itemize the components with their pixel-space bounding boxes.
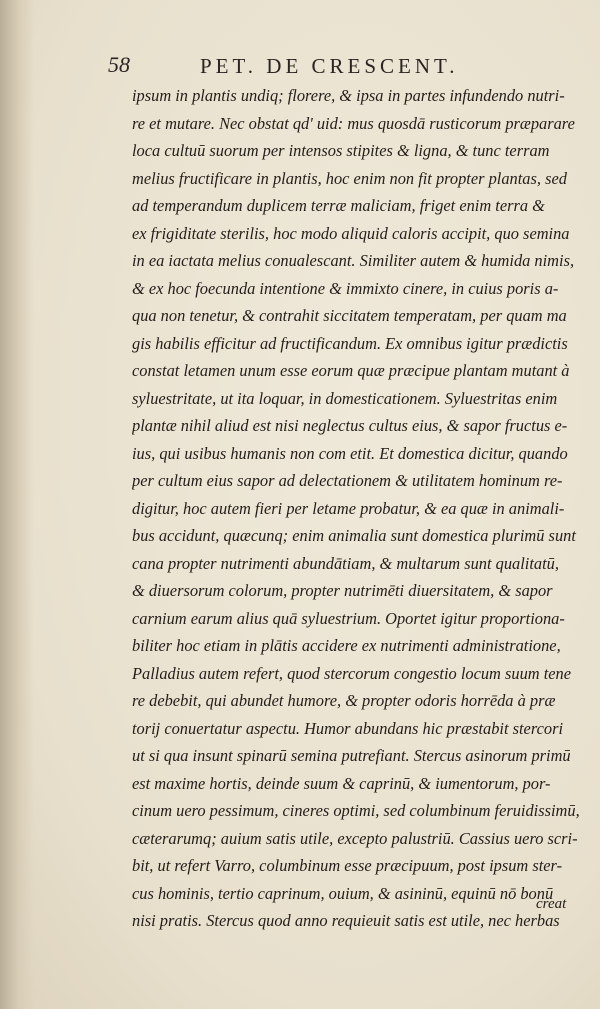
text-line: & ex hoc foecunda intentione & immixto cinere, in cuius poris a-: [132, 278, 559, 298]
body-text: [132, 82, 588, 935]
text-line: cæterarumq; auium satis utile, excepto palustriū. Cassius uero scri-: [132, 828, 578, 848]
page-number: 58: [108, 52, 130, 77]
text-line: torij conuertatur aspectu. Humor abundans hic præstabit stercori: [132, 718, 564, 738]
text-line: bus accidunt, quæcunq; enim animalia sunt domestica plurimū sunt: [132, 526, 576, 545]
text-line: re et mutare. Nec obstat qd' uid: mus quosdā rusticorum præparare: [132, 113, 575, 133]
text-line: & diuersorum colorum, propter nutrimēti diuersitatem, & sapor: [132, 581, 553, 600]
text-line: per cultum eius sapor ad delectationem & utilitatem hominum re-: [132, 471, 563, 490]
text-line: cus hominis, tertio caprinum, ouium, & asininū, equinū nō bonū: [132, 883, 554, 903]
text-line: qua non tenetur, & contrahit siccitatem temperatam, per quam ma: [132, 306, 567, 325]
text-line: digitur, hoc autem fieri per letame probatur, & ea quæ in animali-: [132, 498, 565, 518]
catchword: creat: [536, 896, 567, 912]
text-line: constat letamen unum esse eorum quæ præcipue plantam mutant à: [132, 361, 570, 380]
text-line: carnium earum alius quā syluestrium. Oportet igitur proportiona-: [132, 608, 565, 628]
text-line: ipsum in plantis undiq; florere, & ipsa in partes infundendo nutri-: [132, 86, 565, 105]
text-line: Palladius autem refert, quod stercorum congestio locum suum tene: [132, 663, 571, 683]
text-line: melius fructificare in plantis, hoc enim non fit propter plantas, sed: [132, 168, 567, 188]
page-header: [108, 52, 568, 82]
text-line: syluestritate, ut ita loquar, in domesticationem. Syluestritas enim: [132, 388, 558, 408]
text-line: ex frigiditate sterilis, hoc modo aliquid caloris accipit, quo semina: [132, 223, 570, 243]
text-line: plantæ nihil aliud est nisi neglectus cultus eius, & sapor fructus e-: [132, 416, 568, 435]
running-title: PET. DE CRESCENT.: [200, 54, 459, 78]
text-line: cinum uero pessimum, cineres optimi, sed columbinum feruidissimū,: [132, 801, 580, 820]
text-line: in ea iactata melius conualescant. Similiter autem & humida nimis,: [132, 251, 575, 270]
text-line: ius, qui usibus humanis non com etit. Et domestica dicitur, quando: [132, 443, 568, 463]
text-line: est maxime hortis, deinde suum & caprinū, & iumentorum, por-: [132, 773, 551, 793]
text-line: ut si qua insunt spinarū semina putrefiant. Stercus asinorum primū: [132, 746, 571, 765]
text-line: bit, ut refert Varro, columbinum esse præcipuum, post ipsum ster-: [132, 856, 563, 875]
text-line: re debebit, qui abundet humore, & propter odoris horrēda à præ: [132, 691, 556, 710]
text-line: cana propter nutrimenti abundātiam, & multarum sunt qualitatū,: [132, 553, 559, 573]
text-line: loca cultuū suorum per intensos stipites & ligna, & tunc terram: [132, 141, 550, 160]
text-line: ad temperandum duplicem terræ maliciam, friget enim terra &: [132, 196, 545, 215]
page-gutter-shadow: [0, 0, 34, 1009]
text-line: biliter hoc etiam in plātis accidere ex nutrimenti administratione,: [132, 636, 561, 655]
text-line: gis habilis efficitur ad fructificandum. Ex omnibus igitur prædictis: [132, 333, 568, 353]
text-line: nisi pratis. Stercus quod anno requieuit satis est utile, nec herbas: [132, 911, 560, 930]
